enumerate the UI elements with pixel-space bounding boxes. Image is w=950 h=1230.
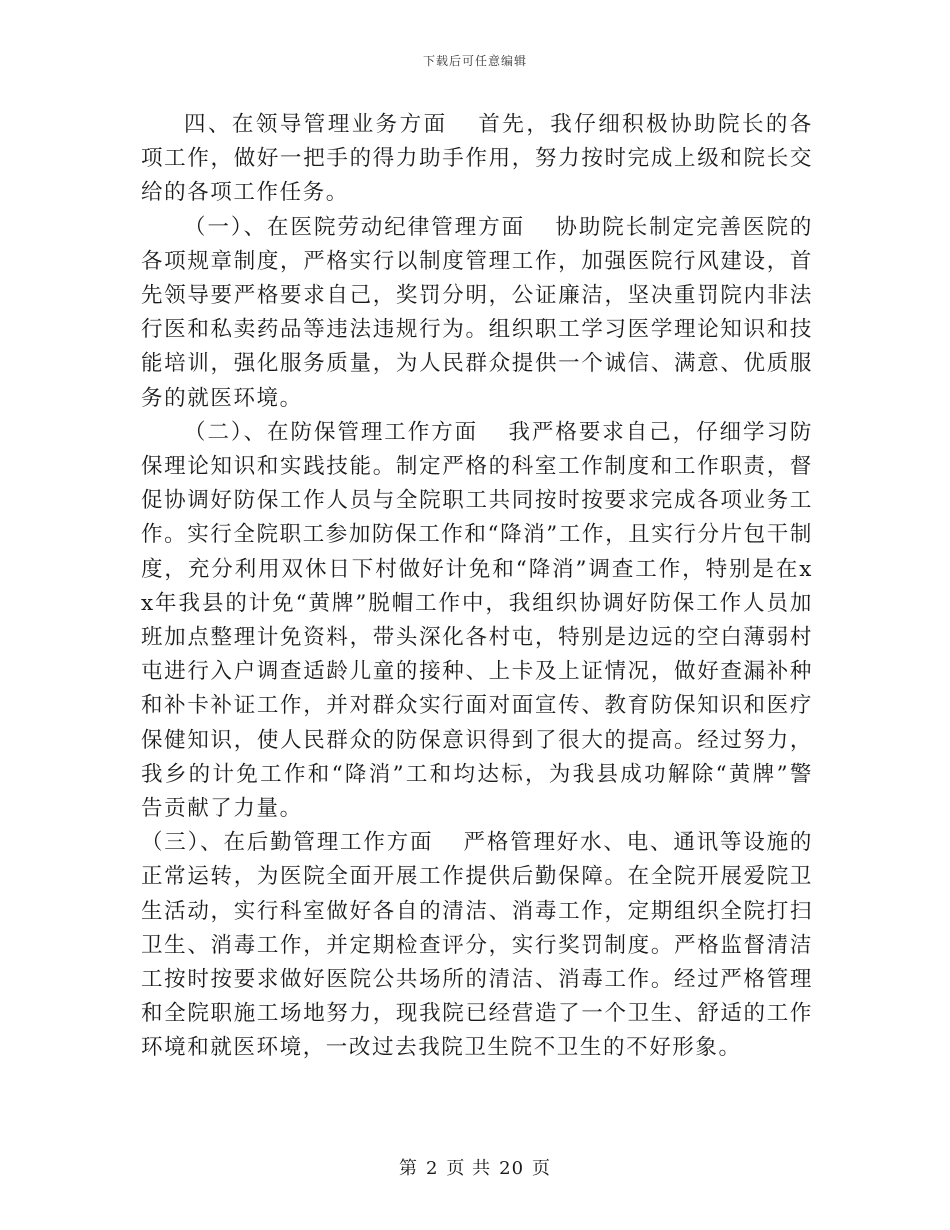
section-discipline [141, 211, 813, 416]
section-text: 首先，我仔细积极协助院长的各项工作，做好一把手的得力助手作用，努力按时完成上级和院长交给的各项工作任务。 [141, 112, 813, 206]
footer-suffix: 页 [532, 1158, 552, 1179]
section-heading: （一）、在医院劳动纪律管理方面 [184, 214, 526, 240]
section-heading: 四、在领导管理业务方面 [184, 112, 448, 137]
section-logistics [141, 826, 813, 1065]
footer-middle: 页 共 [446, 1158, 492, 1179]
document-body [141, 108, 813, 1066]
section-prevention [141, 416, 813, 826]
section-text: 我严格要求自己，仔细学习防保理论知识和实践技能。制定严格的科室工作制度和工作职责，督促协调好防保工作人员与全院职工共同按时按要求完成各项业务工作。实行全院职工参加防保工作和“降消”工作，且实行分片包干制度，充分利用双休日下村做好计免和“降消”调查工作，特别是在xx年我县的计免“黄牌”脱帽工作中，我组织协调好防保工作人员加班加点整理计免资料，带头深化各村屯，特别是边远的空白薄弱村屯进行入户调查适龄儿童的接种、上卡及上证情况，做好查漏补种和补卡补证工作，并对群众实行面对面宣传、教育防保知识和医疗保健知识，使人民群众的防保意识得到了很大的提高。经过努力，我乡的计免工作和“降消”工和均达标，为我县成功解除“黄牌”警告贡献了力量。 [141, 419, 813, 822]
page-header: 下载后可任意编辑 [422, 54, 527, 68]
footer-prefix: 第 [398, 1158, 418, 1179]
section-text: 协助院长制定完善医院的各项规章制度，严格实行以制度管理工作，加强医院行风建设，首先领导要严格要求自己，奖罚分明，公证廉洁，坚决重罚院内非法行医和私卖药品等违法违规行为。组织职工学习医学理论知识和技能培训，强化服务质量，为人民群众提供一个诚信、满意、优质服务的就医环境。 [141, 214, 813, 411]
section-leadership [141, 108, 813, 211]
footer-total-pages: 20 [499, 1158, 525, 1179]
section-text: 严格管理好水、电、通讯等设施的正常运转，为医院全面开展工作提供后勤保障。在全院开展爱院卫生活动，实行科室做好各自的清洁、消毒工作，定期组织全院打扫卫生、消毒工作，并定期检查评分，实行奖罚制度。严格监督清洁工按时按要求做好医院公共场所的清洁、消毒工作。经过严格管理和全院职施工场地努力，现我院已经营造了一个卫生、舒适的工作环境和就医环境，一改过去我院卫生院不卫生的不好形象。 [141, 830, 813, 1061]
footer-current-page: 2 [425, 1158, 439, 1179]
page-footer [0, 1154, 950, 1180]
section-heading: （二）、在防保管理工作方面 [184, 419, 479, 445]
section-heading: （三）、在后勤管理工作方面 [141, 830, 434, 856]
